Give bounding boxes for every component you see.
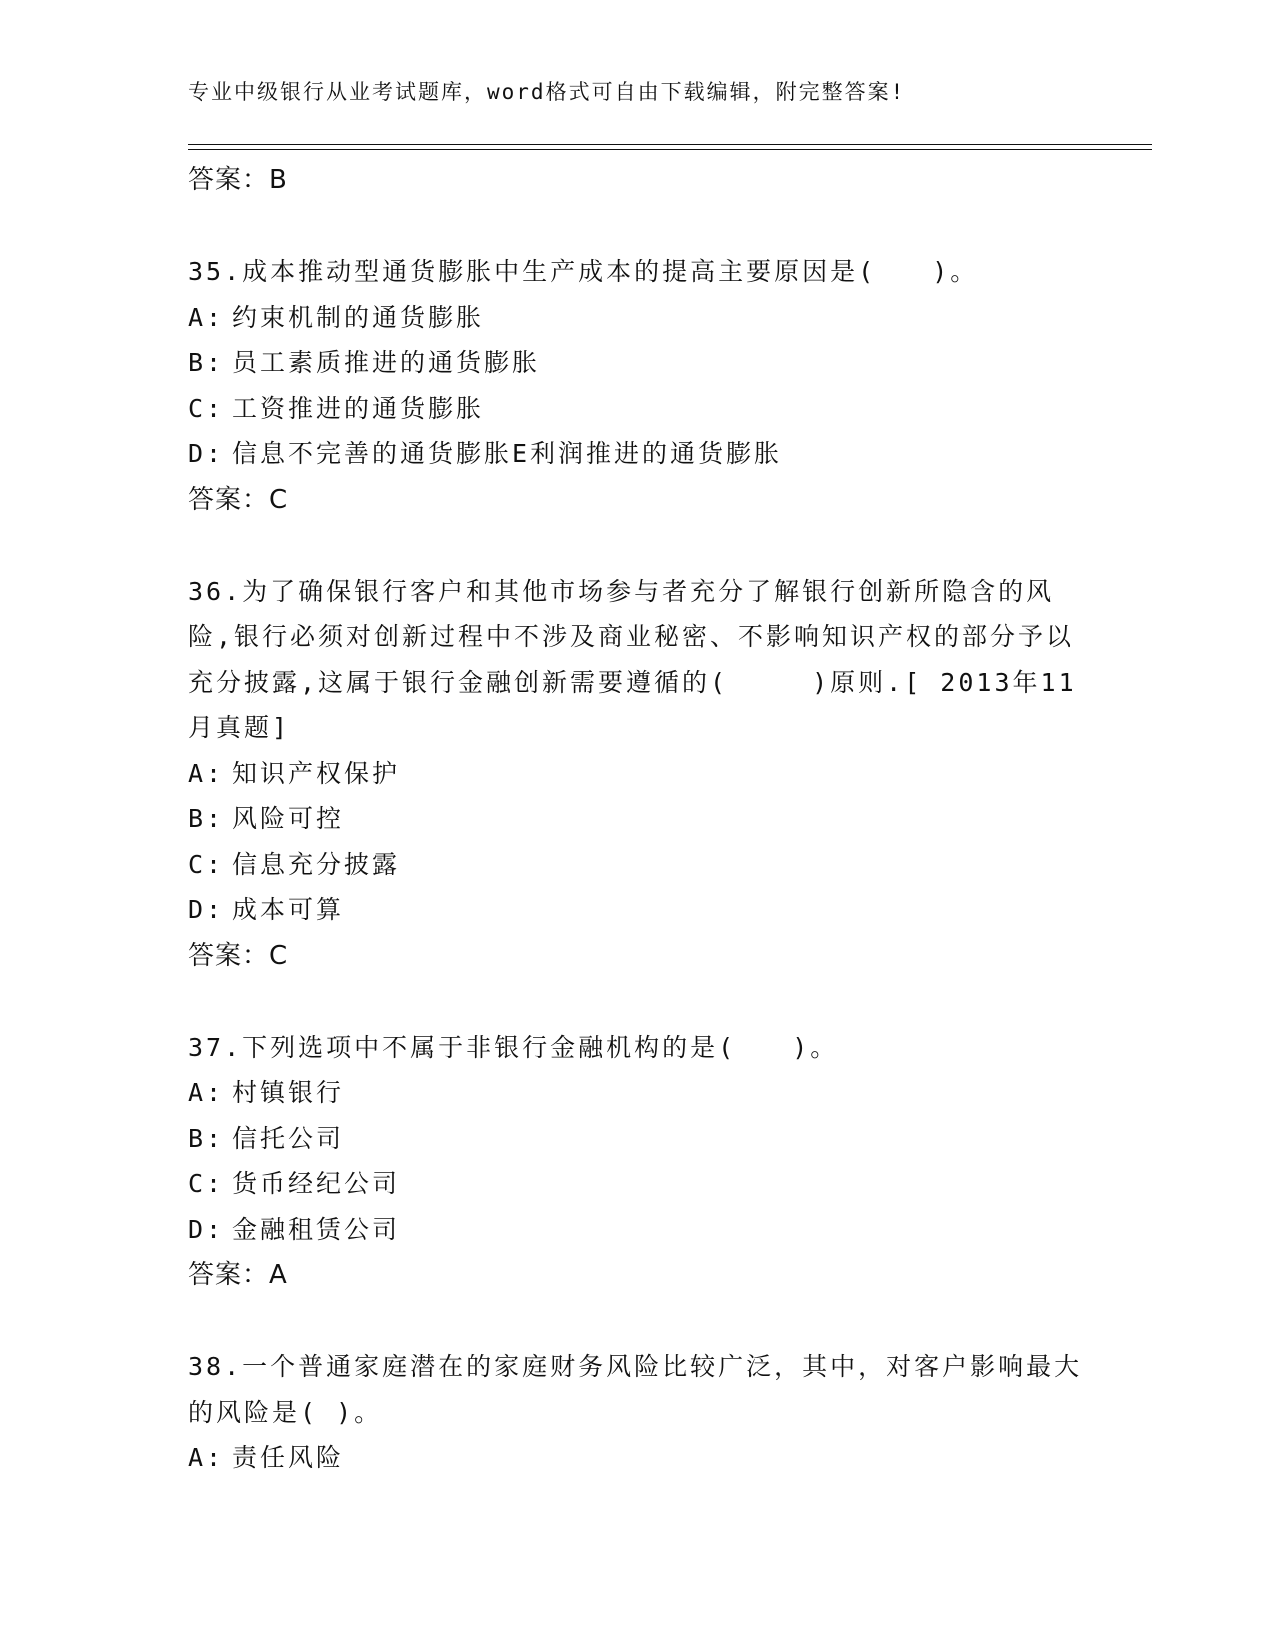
option-text: 员工素质推进的通货膨胀 — [232, 348, 541, 377]
option-text: 信息充分披露 — [232, 849, 401, 879]
question-block-38 — [188, 1344, 1088, 1481]
answer-value: A — [269, 1260, 288, 1290]
option-text: 工资推进的通货膨胀 — [232, 393, 485, 423]
option-letter: D: — [188, 895, 225, 924]
option-text: 金融租赁公司 — [232, 1214, 401, 1244]
option-text: 风险可控 — [232, 804, 345, 833]
option-text: 责任风险 — [232, 1443, 345, 1472]
answer-line-34 — [188, 157, 1088, 203]
option-d — [188, 887, 1088, 933]
option-c — [188, 842, 1088, 888]
option-letter: D: — [188, 439, 225, 468]
answer-label: 答案： — [188, 165, 270, 195]
question-block-37 — [188, 1025, 1088, 1299]
option-text: 村镇银行 — [232, 1078, 345, 1107]
option-letter: A: — [188, 1443, 225, 1472]
option-text: 成本可算 — [232, 895, 345, 924]
option-b — [188, 340, 1088, 386]
option-letter: C: — [188, 393, 225, 423]
answer-line — [188, 477, 1088, 523]
option-letter: B: — [188, 1123, 225, 1153]
option-letter: C: — [188, 849, 225, 879]
answer-value: C — [269, 484, 289, 515]
option-a — [188, 751, 1088, 797]
answer-line — [188, 1252, 1088, 1298]
option-text: 货币经纪公司 — [232, 1169, 401, 1198]
option-text: 约束机制的通货膨胀 — [232, 302, 485, 332]
option-letter: A: — [188, 1078, 225, 1107]
option-a — [188, 1070, 1088, 1116]
option-c — [188, 1161, 1088, 1207]
answer-line — [188, 933, 1088, 979]
question-stem: 36.为了确保银行客户和其他市场参与者充分了解银行创新所隐含的风险,银行必须对创新过程中不涉及商业秘密、不影响知识产权的部分予以充分披露,这属于银行金融创新需要遵循的( )原则.[ 2013年11月真题] — [188, 576, 1077, 742]
option-text: 知识产权保护 — [232, 758, 401, 788]
option-b — [188, 1116, 1088, 1162]
answer-label: 答案： — [188, 940, 270, 971]
question-block-36 — [188, 569, 1088, 979]
option-b — [188, 796, 1088, 842]
page-header: 专业中级银行从业考试题库，word格式可自由下载编辑，附完整答案! — [188, 80, 906, 104]
question-stem: 37.下列选项中不属于非银行金融机构的是( )。 — [188, 1032, 839, 1062]
option-letter: B: — [188, 804, 225, 833]
option-c — [188, 386, 1088, 432]
option-a — [188, 1435, 1088, 1481]
option-d — [188, 431, 1088, 477]
answer-value: C — [269, 940, 289, 971]
question-list — [188, 157, 1088, 1481]
question-block-35 — [188, 249, 1088, 523]
option-letter: C: — [188, 1169, 225, 1198]
answer-value: B — [269, 165, 288, 195]
option-d — [188, 1207, 1088, 1253]
answer-label: 答案： — [188, 1260, 270, 1290]
option-text: 信息不完善的通货膨胀E利润推进的通货膨胀 — [232, 439, 783, 468]
option-letter: A: — [188, 758, 225, 788]
option-letter: B: — [188, 348, 225, 377]
option-letter: D: — [188, 1214, 225, 1244]
option-a — [188, 295, 1088, 341]
option-text: 信托公司 — [232, 1123, 345, 1153]
header-rule-top — [188, 144, 1152, 145]
question-stem: 38.一个普通家庭潜在的家庭财务风险比较广泛，其中，对客户影响最大的风险是( )。 — [188, 1352, 1083, 1427]
question-stem: 35.成本推动型通货膨胀中生产成本的提高主要原因是( )。 — [188, 257, 979, 286]
header-rule-bottom — [188, 149, 1152, 150]
answer-label: 答案： — [188, 484, 270, 515]
option-letter: A: — [188, 302, 225, 332]
